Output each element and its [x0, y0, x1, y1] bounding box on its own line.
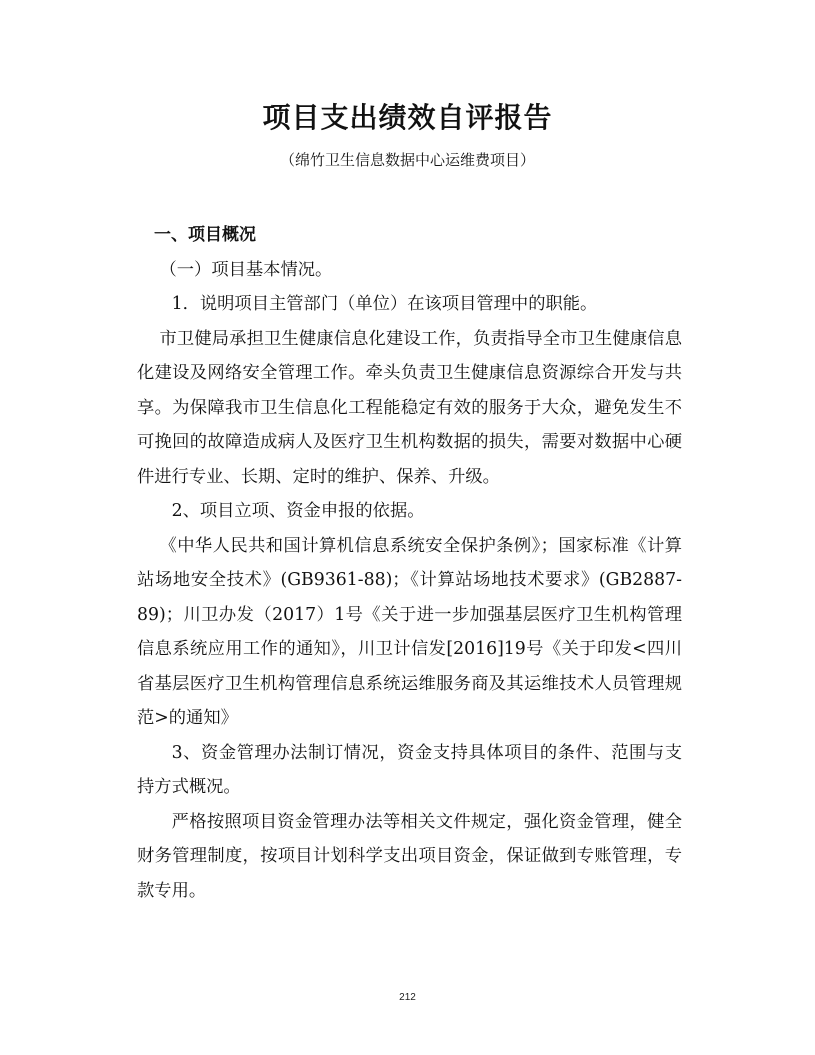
item-2-paragraph: 《中华人民共和国计算机信息系统安全保护条例》；国家标准《计算站场地安全技术》(GB9361-88)；《计算站场地技术要求》(GB2887-89)；川卫办发（2017）1号《关于进一步加强基层医疗卫生机构管理信息系统应用工作的通知》，川卫计信发[2016]19号《关于印发<四川省基层医疗卫生机构管理信息系统运维服务商及其运维技术人员管理规范>的通知》 — [137, 535, 682, 728]
section-heading: 一、项目概况 — [154, 225, 256, 245]
subsection-heading: （一）项目基本情况。 — [159, 259, 333, 280]
page-number: 212 — [399, 992, 416, 1003]
item-3-heading: 3、资金管理办法制订情况，资金支持具体项目的条件、范围与支持方式概况。 — [137, 742, 682, 797]
document-title: 项目支出绩效自评报告 — [262, 101, 553, 134]
document-body — [137, 218, 682, 908]
item-2-heading: 2、项目立项、资金申报的依据。 — [171, 501, 425, 521]
item-1-paragraph: 市卫健局承担卫生健康信息化建设工作，负责指导全市卫生健康信息化建设及网络安全管理工作。牵头负责卫生健康信息资源综合开发与共享。为保障我市卫生信息化工程能稳定有效的服务于大众，避免发生不可挽回的故障造成病人及医疗卫生机构数据的损失，需要对数据中心硬件进行专业、长期、定时的维护、保养、升级。 — [137, 328, 682, 487]
item-3-paragraph: 严格按照项目资金管理办法等相关文件规定，强化资金管理，健全财务管理制度，按项目计划科学支出项目资金，保证做到专账管理，专款专用。 — [137, 811, 682, 901]
item-1-heading: 1．说明项目主管部门（单位）在该项目管理中的职能。 — [171, 294, 598, 314]
document-subtitle: （绵竹卫生信息数据中心运维费项目） — [279, 151, 535, 169]
